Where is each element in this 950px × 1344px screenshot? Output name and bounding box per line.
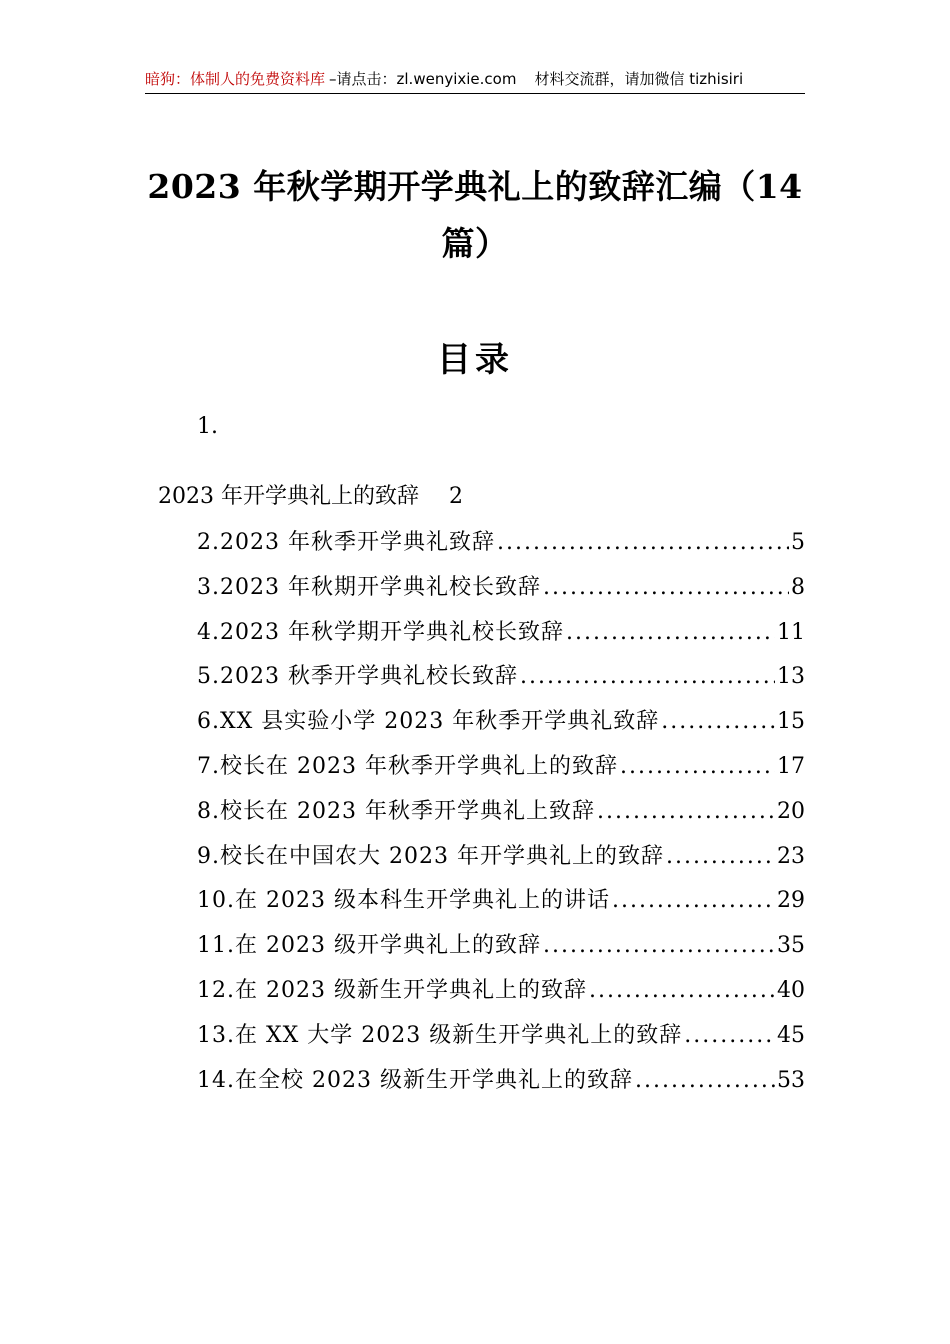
- toc-item[interactable]: [197, 752, 805, 797]
- toc-item[interactable]: [197, 797, 805, 842]
- toc-item-leader: [543, 931, 775, 961]
- toc-item-text: 9.校长在中国农大 2023 年开学典礼上的致辞: [197, 843, 664, 869]
- toc-item[interactable]: [197, 528, 805, 573]
- toc-item-page: 5: [791, 530, 805, 555]
- toc-item[interactable]: [197, 662, 805, 707]
- document-title: [140, 158, 810, 272]
- toc-item-leader: [661, 707, 775, 737]
- toc-item[interactable]: [197, 976, 805, 1021]
- toc-item-leader: [612, 886, 775, 916]
- toc-item-leader: [635, 1066, 775, 1096]
- toc-item-text: 5.2023 秋季开学典礼校长致辞: [197, 664, 518, 690]
- toc-item-leader: [566, 618, 775, 648]
- toc-item[interactable]: [197, 886, 805, 931]
- toc-item-text: 4.2023 年秋学期开学典礼校长致辞: [197, 619, 564, 645]
- header-site-name: 暗狗：体制人的免费资料库: [145, 70, 326, 88]
- toc-item-leader: [497, 528, 789, 558]
- header-link[interactable]: –请点击：zl.wenyixie.com: [329, 70, 517, 88]
- toc-item[interactable]: [197, 573, 805, 618]
- title-line-1: 2023 年秋学期开学典礼上的致辞汇编（14: [147, 167, 803, 206]
- toc-item-page: 29: [777, 888, 805, 914]
- toc-item-page: 35: [777, 933, 805, 959]
- toc-heading: 目录: [437, 340, 513, 380]
- toc-item[interactable]: [197, 842, 805, 887]
- toc-item-page: 23: [777, 843, 805, 869]
- toc-item-page: 13: [777, 664, 805, 690]
- header-contact: 材料交流群，请加微信 tizhisiri: [534, 70, 744, 88]
- toc-item-page: 8: [791, 574, 805, 600]
- toc-list: [197, 528, 805, 1110]
- toc-item-leader: [666, 842, 775, 872]
- toc-item-page: 40: [777, 977, 805, 1003]
- toc-item-leader: [543, 573, 789, 603]
- toc-first-entry[interactable]: [158, 482, 463, 512]
- toc-first-text: 2023 年开学典礼上的致辞: [158, 484, 419, 509]
- toc-item-page: 53: [777, 1067, 805, 1093]
- toc-item-page: 17: [777, 753, 805, 779]
- toc-item-page: 15: [777, 709, 805, 735]
- toc-item-leader: [684, 1021, 775, 1051]
- toc-item-text: 13.在 XX 大学 2023 级新生开学典礼上的致辞: [197, 1022, 683, 1048]
- title-line-2: 篇）: [441, 224, 509, 263]
- toc-item-text: 2.2023 年秋季开学典礼致辞: [197, 530, 495, 555]
- toc-item-page: 45: [777, 1022, 805, 1048]
- toc-item-page: 20: [777, 798, 805, 824]
- toc-item-leader: [597, 797, 775, 827]
- toc-item-text: 10.在 2023 级本科生开学典礼上的讲话: [197, 888, 610, 914]
- toc-item-text: 11.在 2023 级开学典礼上的致辞: [197, 933, 541, 959]
- page-header: [145, 68, 805, 94]
- toc-first-number: 1.: [197, 414, 218, 439]
- toc-item[interactable]: [197, 707, 805, 752]
- toc-first-page: 2: [448, 484, 463, 509]
- toc-item[interactable]: [197, 1021, 805, 1066]
- toc-item-text: 3.2023 年秋期开学典礼校长致辞: [197, 574, 541, 600]
- toc-item-text: 6.XX 县实验小学 2023 年秋季开学典礼致辞: [197, 709, 660, 735]
- toc-item[interactable]: [197, 931, 805, 976]
- toc-item[interactable]: [197, 618, 805, 663]
- toc-item[interactable]: [197, 1066, 805, 1111]
- toc-item-leader: [589, 976, 775, 1006]
- toc-item-text: 7.校长在 2023 年秋季开学典礼上的致辞: [197, 753, 618, 779]
- toc-item-text: 14.在全校 2023 级新生开学典礼上的致辞: [197, 1067, 633, 1093]
- toc-item-text: 8.校长在 2023 年秋季开学典礼上致辞: [197, 798, 595, 824]
- toc-item-leader: [520, 662, 775, 692]
- toc-item-page: 11: [777, 619, 805, 645]
- toc-item-text: 12.在 2023 级新生开学典礼上的致辞: [197, 977, 587, 1003]
- toc-item-leader: [620, 752, 775, 782]
